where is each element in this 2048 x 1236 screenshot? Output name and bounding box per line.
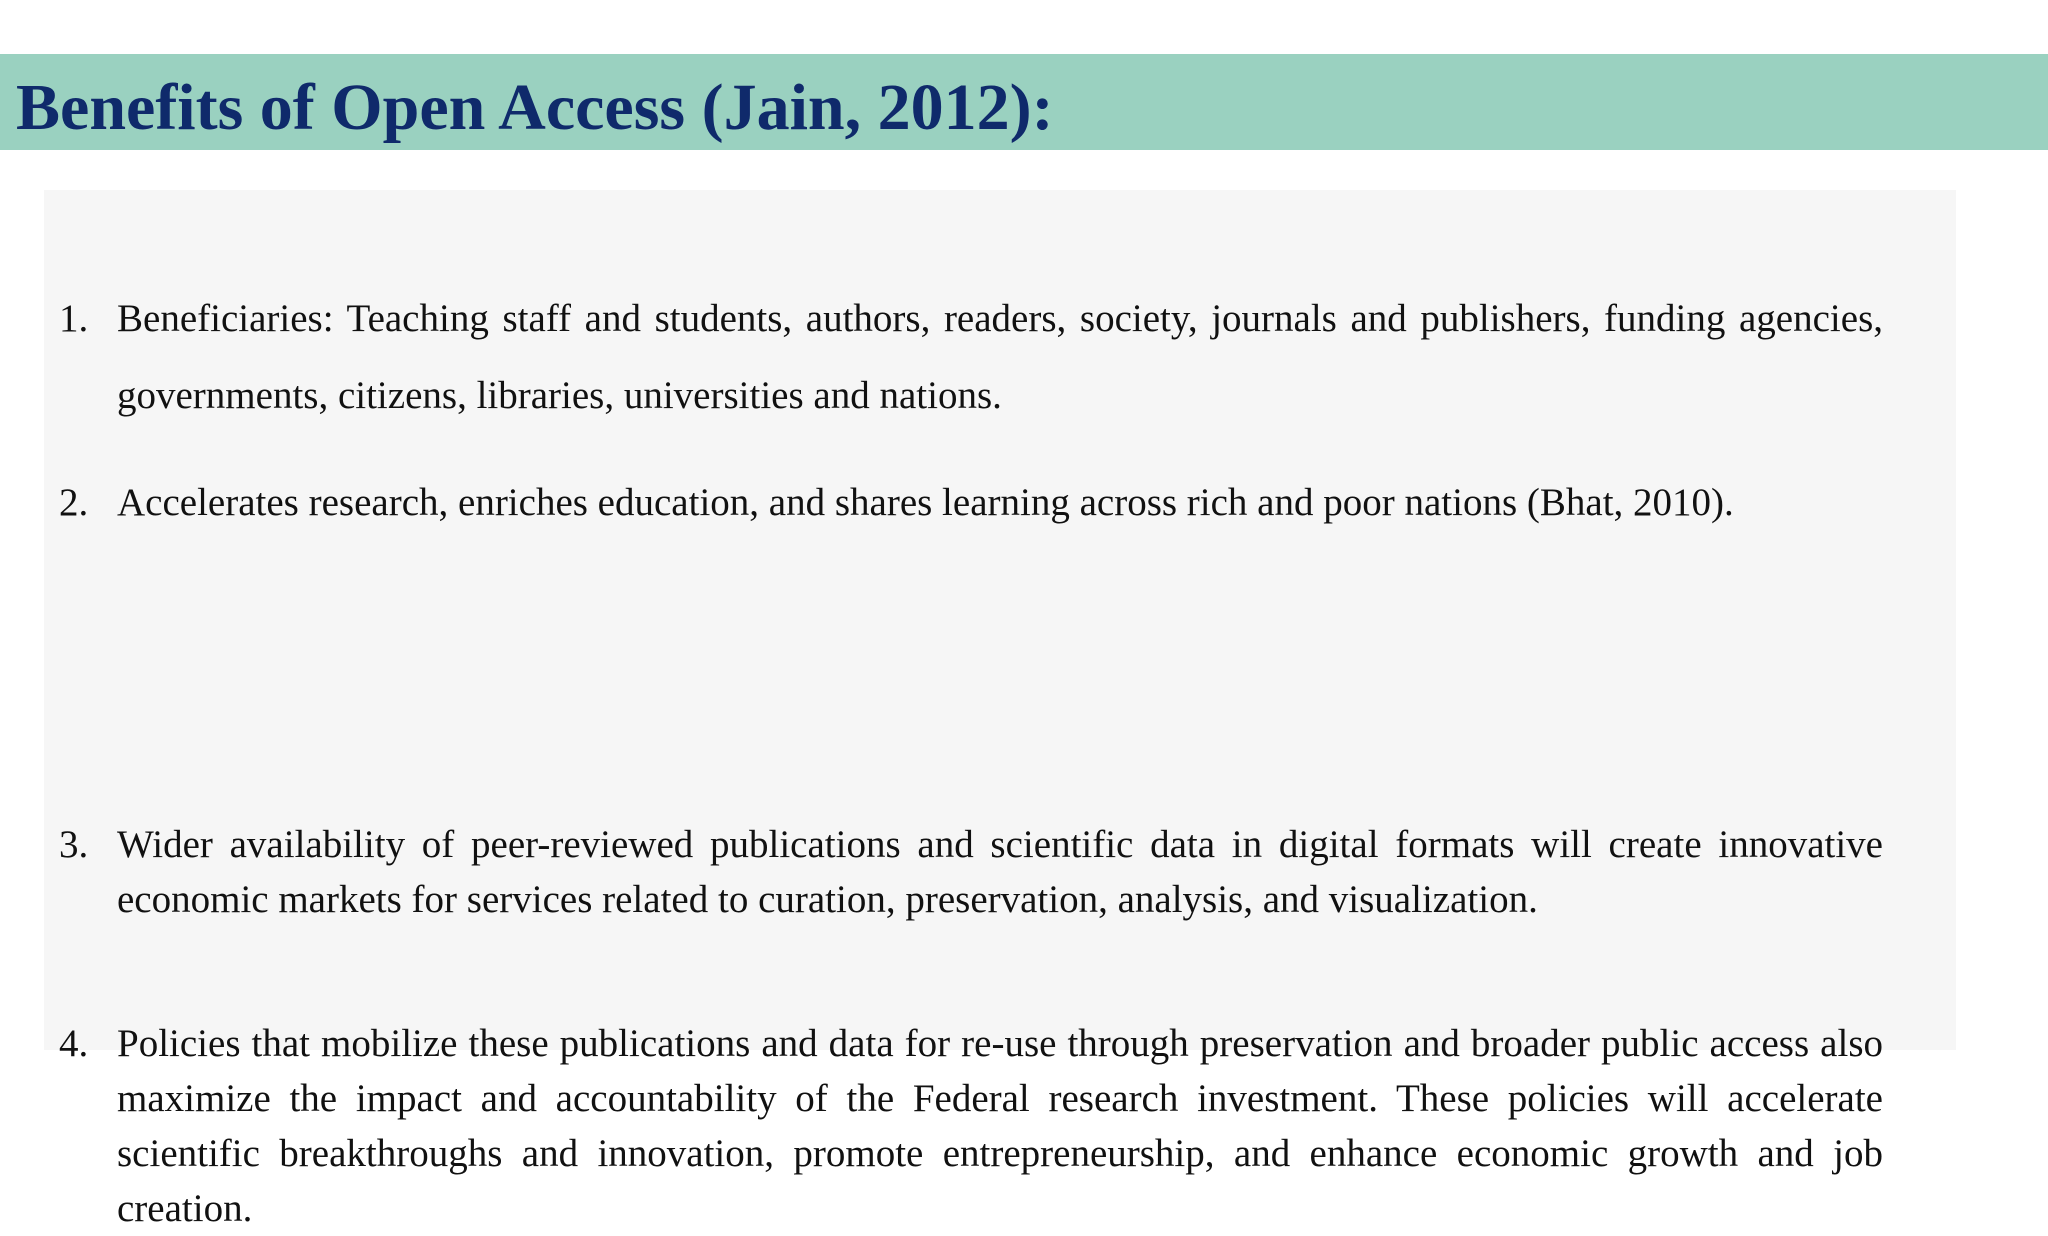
- list-item-text: Policies that mobilize these publications and data for re-use through preservation and broader public access also maximize the impact and accountability of the Federal research investment. These policies will accelerate scientific breakthroughs and innovation, promote entrepreneurship, and enhance economic growth and job creation.: [117, 1022, 1883, 1230]
- list-item-number: 3.: [59, 823, 89, 866]
- list-item-text: Beneficiaries: Teaching staff and students, authors, readers, society, journals and publishers, funding agencies, governments, citizens, libraries, universities and nations.: [117, 297, 1883, 417]
- list-item-text: Accelerates research, enriches education, and shares learning across rich and poor nations (Bhat, 2010).: [117, 481, 1734, 524]
- list-item-number: 1.: [59, 297, 89, 340]
- list-item-number: 2.: [59, 481, 89, 524]
- list-item-text: Wider availability of peer-reviewed publications and scientific data in digital formats will create innovative economic markets for services related to curation, preservation, analysis, and visualization.: [117, 823, 1883, 921]
- list-item-number: 4.: [59, 1022, 89, 1065]
- content-box: [44, 190, 1956, 1230]
- slide-title: Benefits of Open Access (Jain, 2012):: [16, 71, 1054, 144]
